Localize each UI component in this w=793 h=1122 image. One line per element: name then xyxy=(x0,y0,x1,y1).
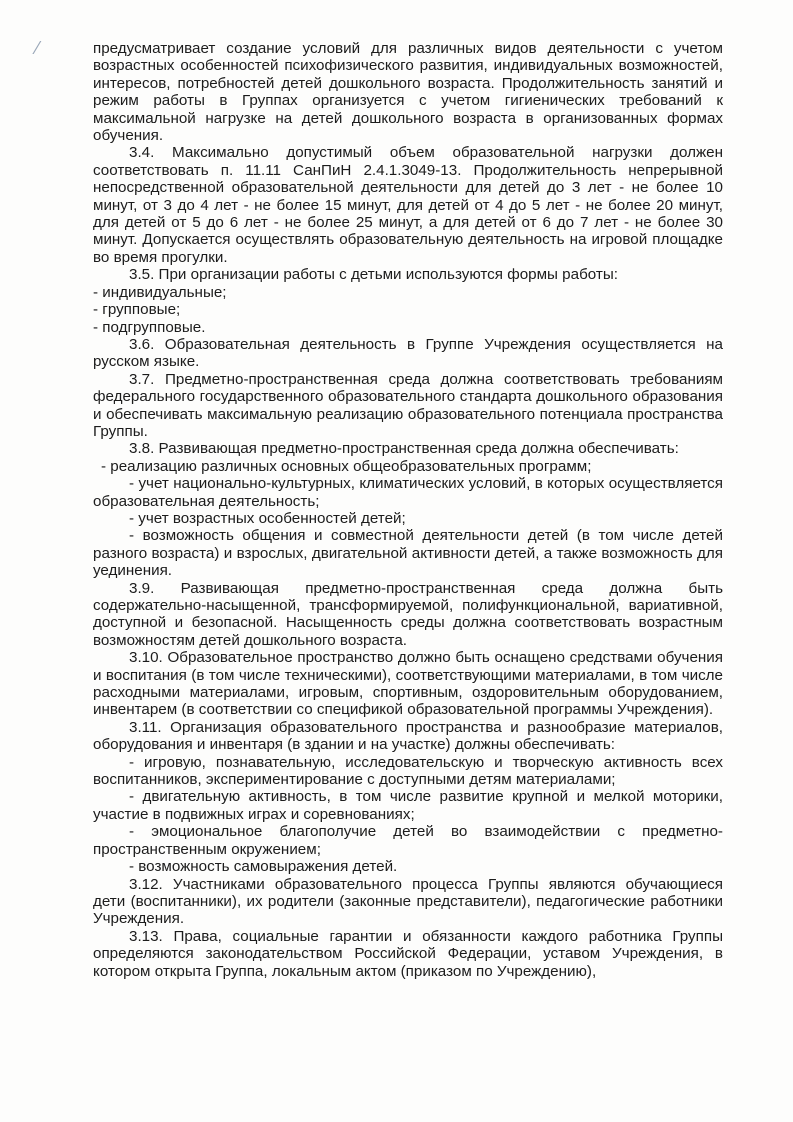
list-item: - групповые; xyxy=(93,301,181,319)
paragraph-3-10: 3.10. Образовательное пространство должно быть оснащено средствами обучения и воспитания (в том числе техническими), соответствующими материалами, в том числе расходными материалами, игровым, спортивным, оздоровительным оборудованием, инвентарем (в соответствии со спецификой образовательной программы Учреждения). xyxy=(93,649,723,719)
paragraph-3-8: 3.8. Развивающая предметно-пространственная среда должна обеспечивать: xyxy=(129,440,679,458)
document-body xyxy=(93,40,723,980)
paragraph-3-9: 3.9. Развивающая предметно-пространственная среда должна быть содержательно-насыщенной, трансформируемой, полифункциональной, вариативной, доступной и безопасной. Насыщенность среды должна соответствовать возрастным возможностям детей дошкольного возраста. xyxy=(93,579,723,649)
paragraph-3-7: 3.7. Предметно-пространственная среда должна соответствовать требованиям федерального государственного образовательного стандарта дошкольного образования и обеспечивать максимальную реализацию образовательного потенциала пространства Группы. xyxy=(93,370,723,440)
list-item: - возможность самовыражения детей. xyxy=(129,858,398,876)
pen-mark: ⁄ xyxy=(36,38,40,58)
list-item: - индивидуальные; xyxy=(93,283,227,301)
paragraph-3-4: 3.4. Максимально допустимый объем образовательной нагрузки должен соответствовать п. 11.11 СанПиН 2.4.1.3049-13. Продолжительность непрерывной непосредственной образовательной деятельности для детей до 3 лет - не более 10 минут, от 3 до 4 лет - не более 15 минут, для детей от 4 до 5 лет - не более 20 минут, для детей от 5 до 6 лет - не более 25 минут, а для детей от 6 до 7 лет - не более 30 минут. Допускается осуществлять образовательную деятельность на игровой площадке во время прогулки. xyxy=(93,144,723,266)
list-item: - двигательную активность, в том числе развитие крупной и мелкой моторики, участие в подвижных играх и соревнованиях; xyxy=(93,788,723,823)
paragraph-intro: предусматривает создание условий для различных видов деятельности с учетом возрастных особенностей психофизического развития, индивидуальных возможностей, интересов, потребностей детей дошкольного возраста. Продолжительность занятий и режим работы в Группах организуется с учетом гигиенических требований к максимальной нагрузке на детей дошкольного возраста в организованных формах обучения. xyxy=(93,40,723,145)
list-item: - реализацию различных основных общеобразовательных программ; xyxy=(101,457,592,475)
list-item: - подгрупповые. xyxy=(93,318,206,336)
paragraph-3-12: 3.12. Участниками образовательного процесса Группы являются обучающиеся дети (воспитанники), их родители (законные представители), педагогические работники Учреждения. xyxy=(93,875,723,928)
paragraph-3-5: 3.5. При организации работы с детьми используются формы работы: xyxy=(129,266,618,284)
paragraph-3-13: 3.13. Права, социальные гарантии и обязанности каждого работника Группы определяются законодательством Российской Федерации, уставом Учреждения, в котором открыта Группа, локальным актом (приказом по Учреждению), xyxy=(93,927,723,980)
list-item: - возможность общения и совместной деятельности детей (в том числе детей разного возраста) и взрослых, двигательной активности детей, а также возможность для уединения. xyxy=(93,527,723,580)
paragraph-3-11: 3.11. Организация образовательного пространства и разнообразие материалов, оборудования и инвентаря (в здании и на участке) должны обеспечивать: xyxy=(93,718,723,754)
list-item: - учет национально-культурных, климатических условий, в которых осуществляется образовательная деятельность; xyxy=(93,475,723,510)
list-item: - эмоциональное благополучие детей во взаимодействии с предметно-пространственным окружением; xyxy=(93,823,723,858)
paragraph-3-6: 3.6. Образовательная деятельность в Группе Учреждения осуществляется на русском языке. xyxy=(93,335,723,371)
list-item: - учет возрастных особенностей детей; xyxy=(129,509,406,527)
list-item: - игровую, познавательную, исследовательскую и творческую активность всех воспитанников, экспериментирование с доступными детям материалами; xyxy=(93,753,723,789)
